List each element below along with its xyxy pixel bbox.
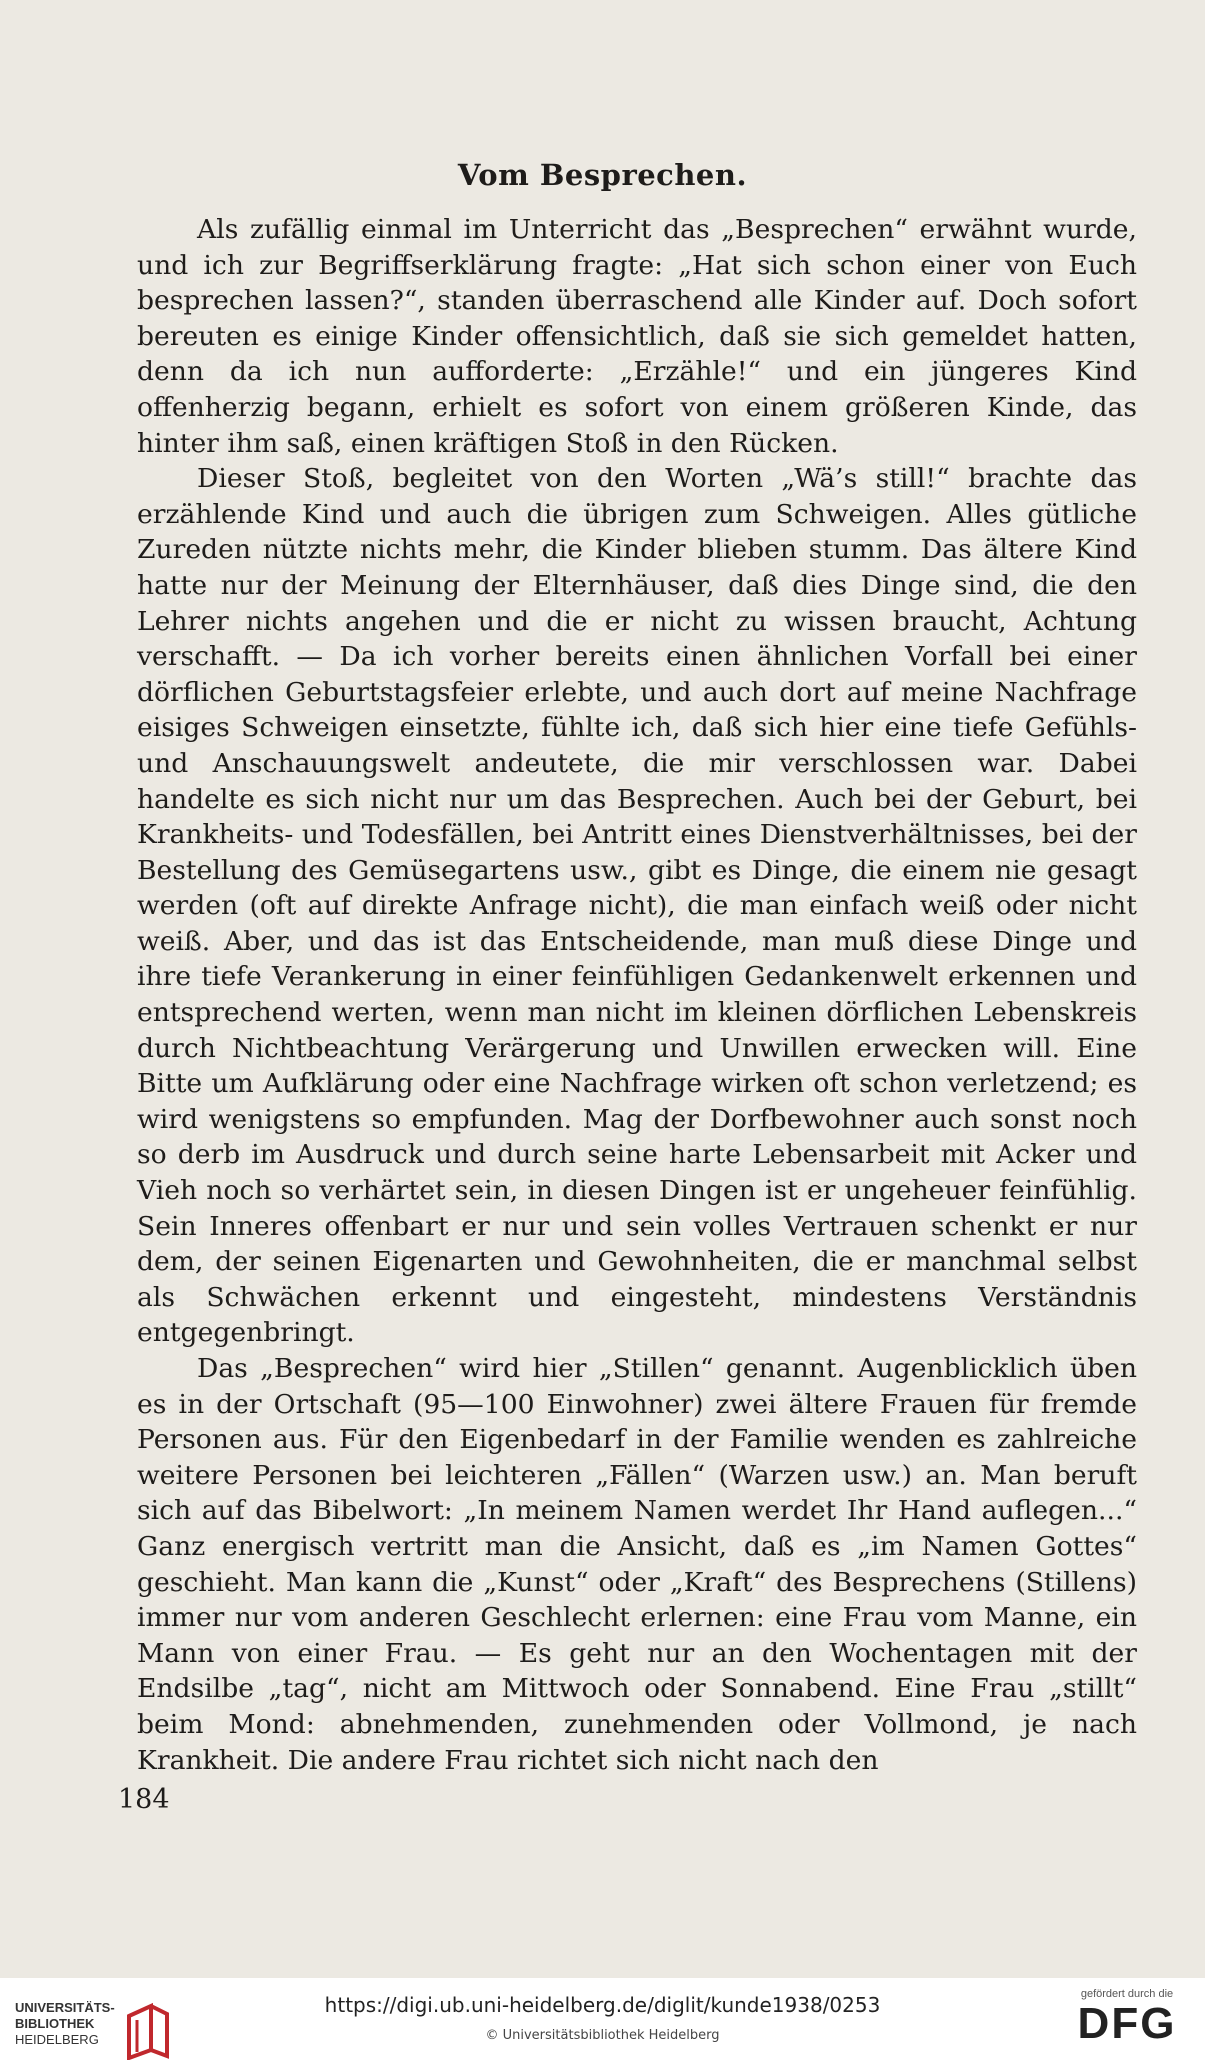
sponsor-logo[interactable]: [1067, 1988, 1187, 2048]
sponsor-caption: gefördert durch die: [1080, 1988, 1174, 2000]
body-text: [137, 212, 1137, 1778]
viewer-footer: [0, 1978, 1205, 2066]
page-title: Vom Besprechen.: [457, 158, 748, 192]
library-logo-line: BIBLIOTHEK: [15, 2016, 95, 2031]
library-logo-line: UNIVERSITÄTS-: [15, 2000, 115, 2015]
page-number: 184: [118, 1784, 170, 1815]
paragraph: Als zufällig einmal im Unterricht das „Besprechen“ erwähnt wurde, und ich zur Begriffserklärung fragte: „Hat sich schon einer von Euch besprechen lassen?“, standen überraschend alle Kinder auf. Doch sofort bereuten es einige Kinder offensichtlich, daß sie sich gemeldet hatten, denn da ich nun aufforderte: „Erzähle!“ und ein jüngeres Kind offenherzig begann, erhielt es sofort von einem größeren Kinde, das hinter ihm saß, einen kräftigen Stoß in den Rücken.: [137, 214, 1137, 459]
library-logo-line: HEIDELBERG: [15, 2032, 99, 2047]
permalink-url[interactable]: https://digi.ub.uni-heidelberg.de/diglit/kunde1938/0253: [324, 1993, 881, 2017]
paragraph: Das „Besprechen“ wird hier „Stillen“ genannt. Augenblicklich üben es in der Ortschaft (95—100 Einwohner) zwei ältere Frauen für fremde Personen aus. Für den Eigenbedarf in der Familie wenden es zahlreiche weitere Personen bei leichteren „Fällen“ (Warzen usw.) an. Man beruft sich auf das Bibelwort: „In meinem Namen werdet Ihr Hand auflegen...“ Ganz energisch vertritt man die Ansicht, daß es „im Namen Gottes“ geschieht. Man kann die „Kunst“ oder „Kraft“ des Besprechens (Stillens) immer nur vom anderen Geschlecht erlernen: eine Frau vom Manne, ein Mann von einer Frau. — Es geht nur an den Wochentagen mit der Endsilbe „tag“, nicht am Mittwoch oder Sonnabend. Eine Frau „stillt“ beim Mond: abnehmenden, zunehmenden oder Vollmond, je nach Krankheit. Die andere Frau richtet sich nicht nach den: [137, 1353, 1137, 1776]
copyright-notice: © Universitätsbibliothek Heidelberg: [485, 2028, 720, 2043]
paragraph: Dieser Stoß, begleitet von den Worten „Wä’s still!“ brachte das erzählende Kind und auch die übrigen zum Schweigen. Alles gütliche Zureden nützte nichts mehr, die Kinder blieben stumm. Das ältere Kind hatte nur der Meinung der Elternhäuser, daß dies Dinge sind, die den Lehrer nichts angehen und die er nicht zu wissen braucht, Achtung verschafft. — Da ich vorher bereits einen ähnlichen Vorfall bei einer dörflichen Geburtstagsfeier erlebte, und auch dort auf meine Nachfrage eisiges Schweigen einsetzte, fühlte ich, daß sich hier eine tiefe Gefühls- und Anschauungswelt andeutete, die mir verschlossen war. Dabei handelte es sich nicht nur um das Besprechen. Auch bei der Geburt, bei Krankheits- und Todesfällen, bei Antritt eines Dienstverhältnisses, bei der Bestellung des Gemüsegartens usw., gibt es Dinge, die einem nie gesagt werden (oft auf direkte Anfrage nicht), die man einfach weiß oder nicht weiß. Aber, und das ist das Entscheidende, man muß diese Dinge und ihre tiefe Verankerung in einer feinfühligen Gedankenwelt erkennen und entsprechend werten, wenn man nicht im kleinen dörflichen Lebenskreis durch Nichtbeachtung Verärgerung und Unwillen erwecken will. Eine Bitte um Aufklärung oder eine Nachfrage wirken oft schon verletzend; es wird wenigstens so empfunden. Mag der Dorfbewohner auch sonst noch so derb im Ausdruck und durch seine harte Lebensarbeit mit Acker und Vieh noch so verhärtet sein, in diesen Dingen ist er ungeheuer feinfühlig. Sein Inneres offenbart er nur und sein volles Vertrauen schenkt er nur dem, der seinen Eigenarten und Gewohnheiten, die er manchmal selbst als Schwächen erkennt und eingesteht, mindestens Verständnis entgegenbringt.: [137, 463, 1137, 1349]
dfg-logo: DFG: [1077, 1999, 1177, 2048]
